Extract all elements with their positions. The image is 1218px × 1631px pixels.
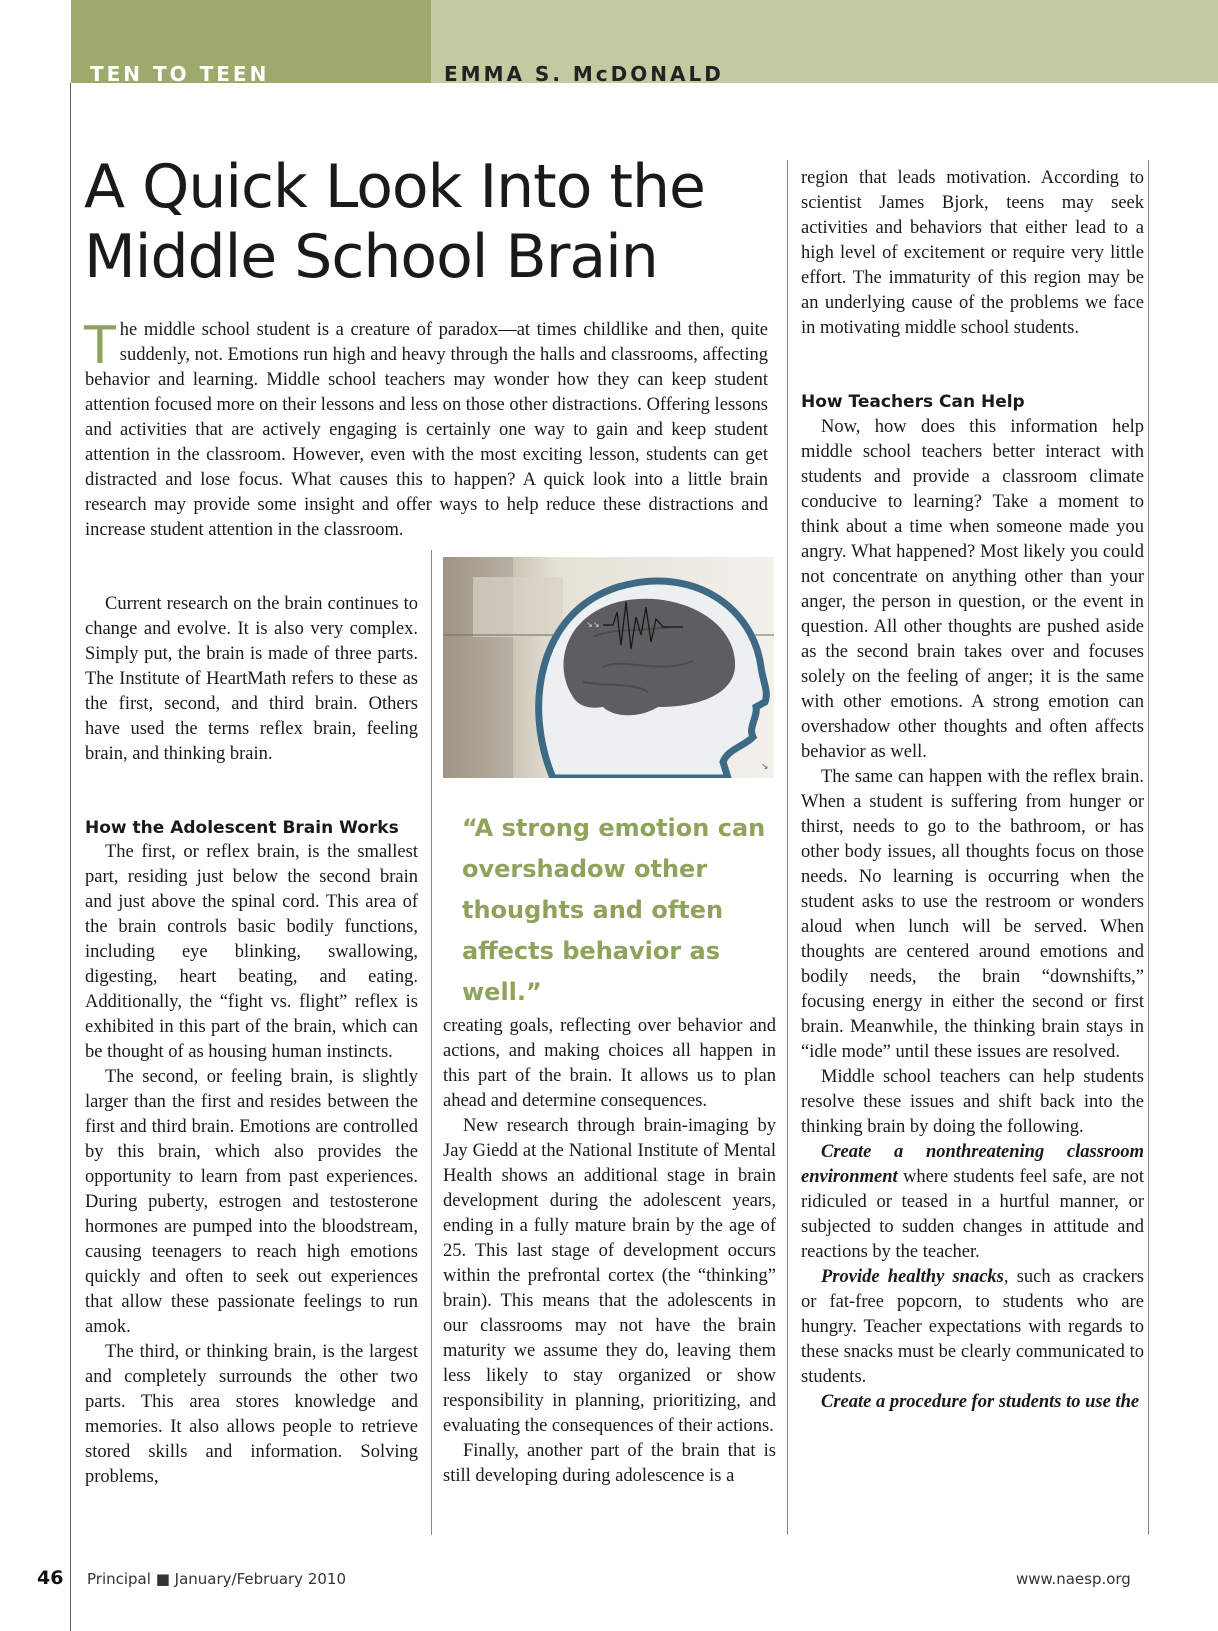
column-divider-1 <box>431 550 432 1535</box>
pull-quote: “A strong emotion can overshadow other thoughts and often affects behavior as well.” <box>462 814 766 1006</box>
col3-paragraph-4: Middle school teachers can help students resolve these issues and shift back into the thinking brain by doing the following. <box>801 1067 1144 1137</box>
column-divider-3 <box>1148 160 1149 1535</box>
footer-publication <box>87 1570 346 1588</box>
svg-text:↘↘: ↘↘ <box>586 620 600 629</box>
col3-paragraph-7 <box>801 1390 1144 1415</box>
col1-paragraph-1: Current research on the brain continues to change and evolve. It is also very complex. Simply put, the brain is made of three parts. The Institute of HeartMath refers to these as the first, second, and third brain. Others have used the terms reflex brain, feeling brain, and thinking brain. <box>85 594 418 764</box>
separator-square-icon: ■ <box>155 1570 170 1588</box>
col3-paragraph-6 <box>801 1265 1144 1390</box>
svg-text:↘: ↘ <box>761 762 769 772</box>
page-number: 46 <box>37 1567 64 1589</box>
brain-profile-illustration <box>443 557 774 778</box>
col3-p7-lead: Create a procedure for students to use the <box>821 1392 1140 1412</box>
col3-paragraph-1: region that leads motivation. According to scientist James Bjork, teens may seek activities and behaviors that either lead to a high level of excitement or require very little effort. The immaturity of this region may be an underlying cause of the problems we face in motivating middle school students. <box>801 168 1144 338</box>
col2-body <box>443 1014 776 1489</box>
col1-subheading: How the Adolescent Brain Works <box>85 818 399 838</box>
intro-paragraph <box>85 318 768 543</box>
publication-name: Principal <box>87 1570 151 1588</box>
col3-p5-rest: where students feel safe, are not ridiculed or teased in a hurtful manner, or subjected to sudden changes in attitude and reactions by the teacher. <box>801 1167 1144 1262</box>
drop-cap: T <box>84 316 116 376</box>
issue-date: January/February 2010 <box>174 1570 346 1588</box>
col1-paragraph-3: The second, or feeling brain, is slightly larger than the first and resides between the first and third brain. Emotions are controlled by this brain, which also provides the opportunity to learn from past experiences. During puberty, estrogen and testosterone hormones are pumped into the bloodstream, causing teenagers to reach high emotions quickly and often to seek out experiences that allow these passionate feelings to run amok. <box>85 1067 418 1337</box>
col3-paragraph-5 <box>801 1140 1144 1265</box>
article-title: A Quick Look Into the Middle School Brain <box>84 152 705 292</box>
col1-paragraph-2: The first, or reflex brain, is the smallest part, residing just below the second brain and just above the spinal cord. This area of the brain controls basic bodily functions, including eye blinking, swallowing, digesting, heart beating, and eating. Additionally, the “fight vs. flight” reflex is exhibited in this part of the brain, which can be thought of as housing human instincts. <box>85 842 418 1062</box>
col3-body <box>801 415 1144 1415</box>
col1-body <box>85 840 418 1490</box>
col3-paragraph-2: Now, how does this information help middle school teachers better interact with students and provide a classroom climate conducive to learning? Take a moment to think about a time when someone made you angry. What happened? Most likely you could not concentrate on anything other than your anger, the person in question, or the event in question. All other thoughts are pushed aside as the second brain takes over and focuses solely on the feeling of anger; it is the same with other emotions. A strong emotion can overshadow other thoughts and often affects behavior as well. <box>801 417 1144 762</box>
col3-p5-lead: Create a nonthreatening classroom environment <box>801 1142 1144 1187</box>
intro-text: he middle school student is a creature of paradox—at times childlike and then, quite suddenly, not. Emotions run high and heavy through the halls and classrooms, affecting behavior and learning. Middle school teachers may wonder how they can keep student attention focused more on their lessons and less on those other distractions. Offering lessons and activities that are actively engaging is certainly one way to gain and keep student attention in the classroom. However, even with the most exciting lesson, students can get distracted and lose focus. What causes this to happen? A quick look into a little brain research may provide some insight and offer ways to help reduce these distractions and increase student attention in the classroom. <box>85 320 769 540</box>
author-name: EMMA S. McDONALD <box>444 62 724 86</box>
col2-paragraph-2: New research through brain-imaging by Jay Giedd at the National Institute of Mental Health shows an additional stage in brain development during the adolescent years, ending in a fully mature brain by the age of 25. This last stage of development occurs within the prefrontal cortex (the “thinking” brain). This means that the adolescents in our classrooms may not have the brain maturity we assume they do, leaving them less likely to stay organized or show responsibility in planning, prioritizing, and evaluating the consequences of their actions. <box>443 1116 776 1436</box>
column-divider-2 <box>787 160 788 1535</box>
section-label: TEN TO TEEN <box>90 62 270 86</box>
page-left-rule <box>70 83 71 1631</box>
col1-paragraph-4: The third, or thinking brain, is the largest and completely surrounds the other two parts. This area stores knowledge and memories. It also allows people to retrieve stored skills and information. Solving problems, <box>85 1342 418 1487</box>
col3-p6-lead: Provide healthy snacks <box>821 1267 1004 1287</box>
col2-paragraph-1: creating goals, reflecting over behavior and actions, and making choices all happen in this part of the brain. It allows us to plan ahead and determine consequences. <box>443 1016 776 1111</box>
col3-subheading: How Teachers Can Help <box>801 392 1025 412</box>
footer-website: www.naesp.org <box>1016 1570 1131 1588</box>
col3-paragraph-3: The same can happen with the reflex brain. When a student is suffering from hunger or thirst, needs to go to the bathroom, or has other body issues, all thoughts focus on those needs. No learning is occurring when the student asks to use the restroom or wonders aloud when lunch will be served. When thoughts are centered around emotions and bodily needs, the brain “downshifts,” focusing energy in either the second or first brain. Meanwhile, the thinking brain stays in “idle mode” until these issues are resolved. <box>801 767 1144 1062</box>
col3-p6-rest: , such as crackers or fat-free popcorn, to students who are hungry. Teacher expectations with regards to these snacks must be clearly communicated to students. <box>801 1267 1144 1387</box>
col2-paragraph-3: Finally, another part of the brain that is still developing during adolescence is a <box>443 1441 776 1486</box>
